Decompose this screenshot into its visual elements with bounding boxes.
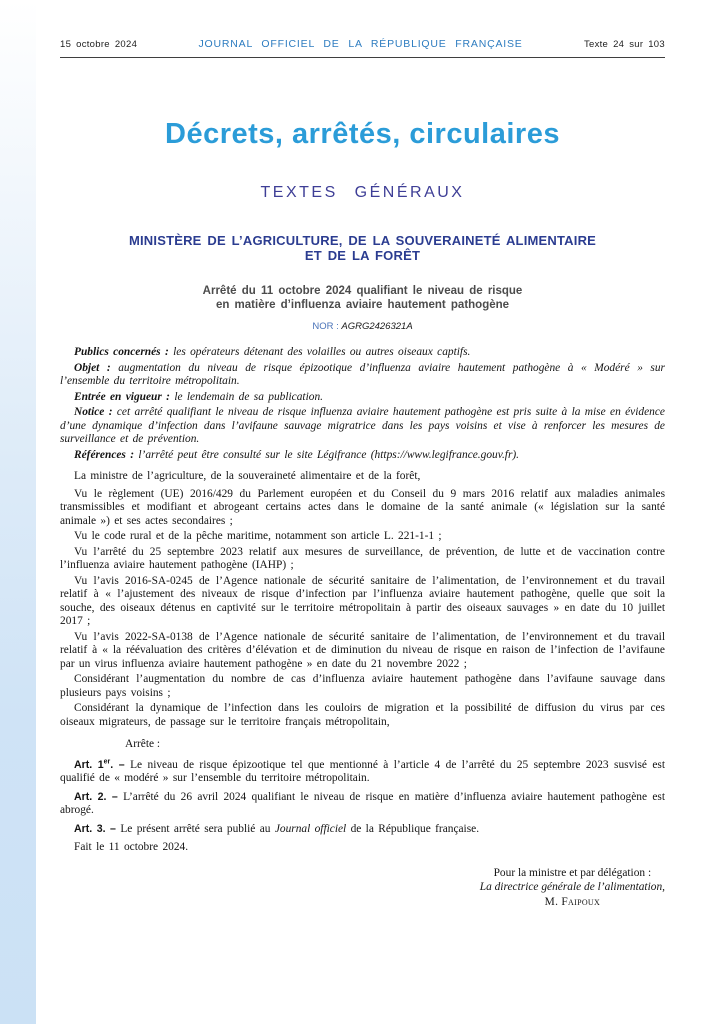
article-2: Art. 2. – L’arrêté du 26 avril 2024 qualifiant le niveau de risque en matière d’influenza aviaire hautement pathogène est abrogé. xyxy=(60,790,665,816)
journal-page xyxy=(36,0,725,1024)
summary-item-notice: Notice : cet arrêté qualifiant le niveau de risque influenza aviaire hautement pathogène est pris suite à la mise en évidence d’une dynamique d’infection dans l’avifaune sauvage migratrice dans les pays voisins et vise à renforcer les mesures de surveillance et de prévention. xyxy=(60,406,665,445)
nor-value: AGRG2426321A xyxy=(341,321,413,332)
page-left-gradient-strip xyxy=(0,0,36,1024)
summary-block xyxy=(60,346,665,462)
publication-date: 15 octobre 2024 xyxy=(60,39,138,50)
preamble-visa-reglement: Vu le règlement (UE) 2016/429 du Parlement européen et du Conseil du 9 mars 2016 relatif aux maladies animales transmissibles et modifiant et abrogeant certains actes dans le domaine de la santé animale (« législation sur la santé animale ») et ses actes secondaires ; xyxy=(60,487,665,527)
decree-title xyxy=(60,284,665,312)
preamble-visa-avis-2022: Vu l’avis 2022-SA-0138 de l’Agence nationale de sécurité sanitaire de l’alimentation, de l’environnement et du travail relatif à « la réévaluation des critères d’élévation et de diminution du niveau de risque en raison de l’infection de l’avifaune par un virus influenza aviaire hautement pathogène » en date du 21 novembre 2022 ; xyxy=(60,630,665,670)
preamble-considerant-2: Considérant la dynamique de l’infection dans les couloirs de migration et la possibilité de diffusion du virus par ces oiseaux migrateurs, de passage sur le territoire français métropolitain, xyxy=(60,702,665,728)
decree-title-line2: en matière d’influenza aviaire hautement pathogène xyxy=(215,299,510,311)
articles-block xyxy=(60,759,665,837)
preamble-block xyxy=(60,470,665,729)
article-2-label: Art. 2. – xyxy=(74,790,124,803)
article-3-label: Art. 3. – xyxy=(74,822,121,835)
preamble-considerant-1: Considérant l’augmentation du nombre de cas d’influenza aviaire hautement pathogène dans l’avifaune sauvage dans plusieurs pays voisins ; xyxy=(60,673,665,699)
journal-title: JOURNAL OFFICIEL DE LA RÉPUBLIQUE FRANÇAISE xyxy=(198,38,523,50)
preamble-visa-avis-2016: Vu l’avis 2016-SA-0245 de l’Agence nationale de sécurité sanitaire de l’alimentation, de l’environnement et du travail relatif à « l’ajustement des niveaux de risque d’infection par l’influenza aviaire hautement pathogène, quelle que soit la souche, des oiseaux détenus en captivité sur le territoire métropolitain à partir des oiseaux sauvages » en date du 10 juillet 2017 ; xyxy=(60,574,665,627)
signature-role: La directrice générale de l’alimentation, xyxy=(479,881,665,893)
preamble-opening: La ministre de l’agriculture, de la souveraineté alimentaire et de la forêt, xyxy=(74,470,421,482)
nor-label: NOR : xyxy=(312,321,339,332)
section-heading: TEXTES GÉNÉRAUX xyxy=(260,184,465,201)
summary-item-publics: Publics concernés : les opérateurs détenant des volailles ou autres oiseaux captifs. xyxy=(74,346,471,358)
nor-code-line xyxy=(60,321,665,333)
summary-item-entree-en-vigueur: Entrée en vigueur : le lendemain de sa publication. xyxy=(74,390,323,403)
ministry-heading xyxy=(60,233,665,263)
ministry-heading-line2: ET DE LA FORÊT xyxy=(304,248,421,263)
summary-item-objet: Objet : augmentation du niveau de risque épizootique d’influenza aviaire hautement pathogène à « Modéré » sur l’ensemble du territoire métropolitain. xyxy=(60,361,665,387)
journal-header xyxy=(60,38,665,58)
article-3: Art. 3. – Le présent arrêté sera publié au Journal officiel de la République française. xyxy=(74,822,480,835)
preamble-visa-arrete-2023: Vu l’arrêté du 25 septembre 2023 relatif aux mesures de surveillance, de prévention, de lutte et de vaccination contre l’influenza aviaire hautement pathogène (IAHP) ; xyxy=(60,545,665,571)
article-1-label: Art. 1er. – xyxy=(74,757,131,771)
summary-item-references: Références : l’arrêté peut être consulté sur le site Légifrance (https://www.legifrance.gouv.fr). xyxy=(74,448,520,461)
enactment-formula: Arrête : xyxy=(125,738,161,750)
journal-officiel-reference: Journal officiel xyxy=(274,822,347,835)
signature-delegation: Pour la ministre et par délégation : xyxy=(493,866,652,879)
ministry-heading-line1: MINISTÈRE DE L’AGRICULTURE, DE LA SOUVERAINETÉ ALIMENTAIRE xyxy=(128,233,597,248)
texte-number-indicator: Texte 24 sur 103 xyxy=(583,39,665,50)
signature-block xyxy=(480,866,665,910)
document-main-title: Décrets, arrêtés, circulaires xyxy=(165,118,560,150)
decree-title-line1: Arrêté du 11 octobre 2024 qualifiant le niveau de risque xyxy=(202,285,523,297)
date-of-signature: Fait le 11 octobre 2024. xyxy=(74,841,189,853)
preamble-visa-code-rural: Vu le code rural et de la pêche maritime, notamment son article L. 221-1-1 ; xyxy=(74,530,442,542)
article-1: Art. 1er. – Le niveau de risque épizootique tel que mentionné à l’article 4 de l’arrêté du 25 septembre 2023 susvisé est qualifié de « modéré » sur l’ensemble du territoire métropolitain. xyxy=(60,757,665,784)
signature-name: M. Faipoux xyxy=(544,895,601,908)
